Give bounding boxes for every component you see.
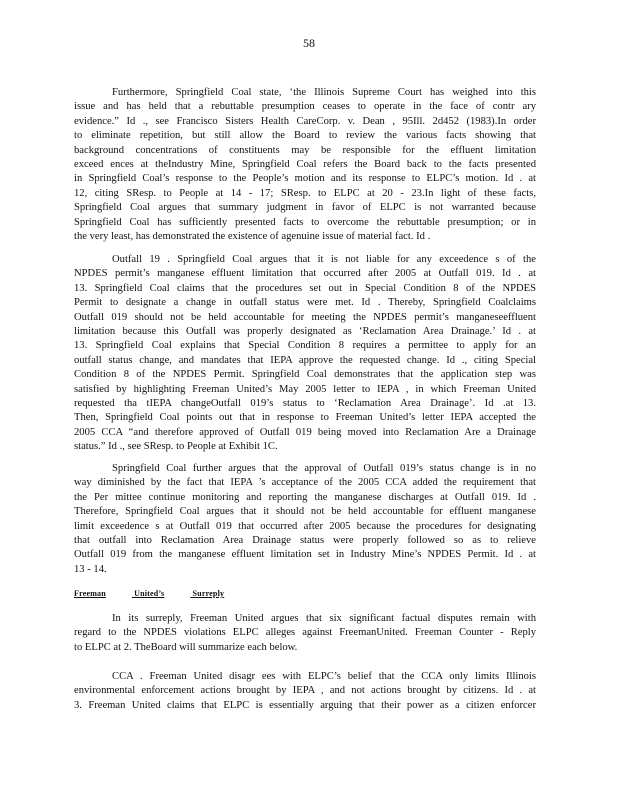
text-line: NPDES permit’s manganese effluent limitation that occurred after 2005 at Outfall 019. Id . at bbox=[74, 268, 536, 280]
paragraph-status-change bbox=[74, 462, 536, 577]
heading-word: United’s bbox=[134, 589, 165, 598]
text-line: 13. Springfield Coal claims that the procedures set out in Special Condition 8 of the NPDES bbox=[74, 282, 536, 294]
text-line: 13 - 14. bbox=[74, 563, 107, 575]
text-line: Outfall 019 from the manganese effluent limitation set in Industry Mine’s NPDES Permit. Id . at bbox=[74, 549, 536, 561]
paragraph-outfall-19 bbox=[74, 253, 536, 454]
page-number: 58 bbox=[303, 36, 315, 50]
text-line: Furthermore, Springfield Coal state, ‘the Illinois Supreme Court has weighed into this bbox=[112, 87, 536, 98]
text-line: environmental enforcement actions brought by IEPA , and not actions brought by citizens. Id . at bbox=[74, 685, 536, 697]
paragraph-cca bbox=[74, 670, 536, 713]
text-line: to ELPC at 2. TheBoard will summarize each below. bbox=[74, 641, 298, 653]
text-line: Condition 8 of the NPDES Permit. Springfield Coal demonstrates that the application step was bbox=[74, 369, 536, 381]
text-line: background concentrations of constituents may be responsible for the effluent limitation bbox=[74, 144, 536, 156]
text-line: limit exceedence s at Outfall 019 that occurred after 2005 because the procedures for designating bbox=[74, 520, 536, 532]
text-line: outfall status change, and mandates that IEPA approve the requested change. Id ., citing Special bbox=[74, 354, 536, 366]
section-heading-freeman-surreply bbox=[74, 589, 250, 598]
text-line: way diminished by the fact that IEPA ’s acceptance of the 2005 CCA added the requirement that bbox=[74, 477, 536, 489]
text-line: 12, citing SResp. to People at 14 - 17; SResp. to ELPC at 20 - 23.In light of these facts, bbox=[74, 187, 536, 199]
text-line: the very least, has demonstrated the existence of agenuine issue of material fact. Id . bbox=[74, 230, 431, 242]
text-line: regard to the NPDES violations ELPC alleges against FreemanUnited. Freeman Counter - Reply bbox=[74, 627, 536, 639]
text-line: Permit to designate a change in outfall status were met. Id . Thereby, Springfield Coalclaims bbox=[74, 297, 536, 309]
text-line: Springfield Coal further argues that the approval of Outfall 019’s status change is in no bbox=[112, 463, 536, 474]
text-line: to eliminate repetition, but still allow the Board to review the various facts showing that bbox=[74, 130, 536, 142]
text-line: requested tha tIEPA changeOutfall 019’s status to ‘Reclamation Area Drainage’. Id .at 13. bbox=[74, 397, 536, 409]
text-line: Outfall 019 should not be held accountable for meeting the NPDES permit’s manganeseeffluent bbox=[74, 311, 536, 323]
text-line: satisfied by highlighting Freeman United’s May 2005 letter to IEPA , in which Freeman United bbox=[74, 383, 536, 395]
paragraph-surreply bbox=[74, 612, 536, 655]
text-line: Therefore, Springfield Coal argues that it should not be held accountable for effluent manganese bbox=[74, 506, 536, 518]
text-line: Springfield Coal has sufficiently presented facts to overcome the rebuttable presumption; or in bbox=[74, 216, 536, 228]
paragraph-background-concentrations bbox=[74, 86, 536, 244]
text-line: in Springfield Coal’s response to the People’s motion and its response to ELPC’s motion. Id . at bbox=[74, 173, 536, 185]
text-line: 2005 CCA “and therefore approved of Outfall 019 being moved into Reclamation Are a Drainage bbox=[74, 426, 536, 438]
text-line: evidence.” Id ., see Francisco Sisters Health CareCorp. v. Dean , 95Ill. 2d452 (1983).In order bbox=[74, 115, 536, 127]
text-line: issue and has held that a rebuttable presumption ceases to operate in the face of contr ary bbox=[74, 101, 536, 113]
text-line: 3. Freeman United claims that ELPC is essentially arguing that their power as a citizen enforcer bbox=[74, 699, 536, 711]
text-line: that outfall into Reclamation Area Drainage status were properly followed so as to relieve bbox=[74, 534, 536, 546]
text-line: exceed ences at theIndustry Mine, Springfield Coal refers the Board back to the facts presented bbox=[74, 158, 536, 170]
text-line: Springfield Coal argues that summary judgment in favor of ELPC is not warranted because bbox=[74, 202, 536, 214]
text-line: CCA . Freeman United disagr ees with ELPC’s belief that the CCA only limits Illinois bbox=[112, 671, 536, 682]
text-line: status.” Id ., see SResp. to People at Exhibit 1C. bbox=[74, 441, 278, 453]
text-line: In its surreply, Freeman United argues that six significant factual disputes remain with bbox=[112, 613, 536, 624]
text-line: the Per mittee continue monitoring and reporting the manganese discharges at Outfall 019. Id . bbox=[74, 491, 536, 503]
text-line: 13. Springfield Coal explains that Special Condition 8 requires a permittee to apply for an bbox=[74, 340, 536, 352]
text-line: Then, Springfield Coal points out that in response to Freeman United’s letter IEPA accepted the bbox=[74, 412, 536, 424]
heading-word: Surreply bbox=[192, 589, 225, 598]
text-line: limitation because this Outfall was properly designated as ‘Reclamation Area Drainage.’ Id . at bbox=[74, 325, 536, 337]
text-line: Outfall 19 . Springfield Coal argues that it is not liable for any exceedence s of the bbox=[112, 254, 536, 265]
heading-word: Freeman bbox=[74, 589, 106, 598]
